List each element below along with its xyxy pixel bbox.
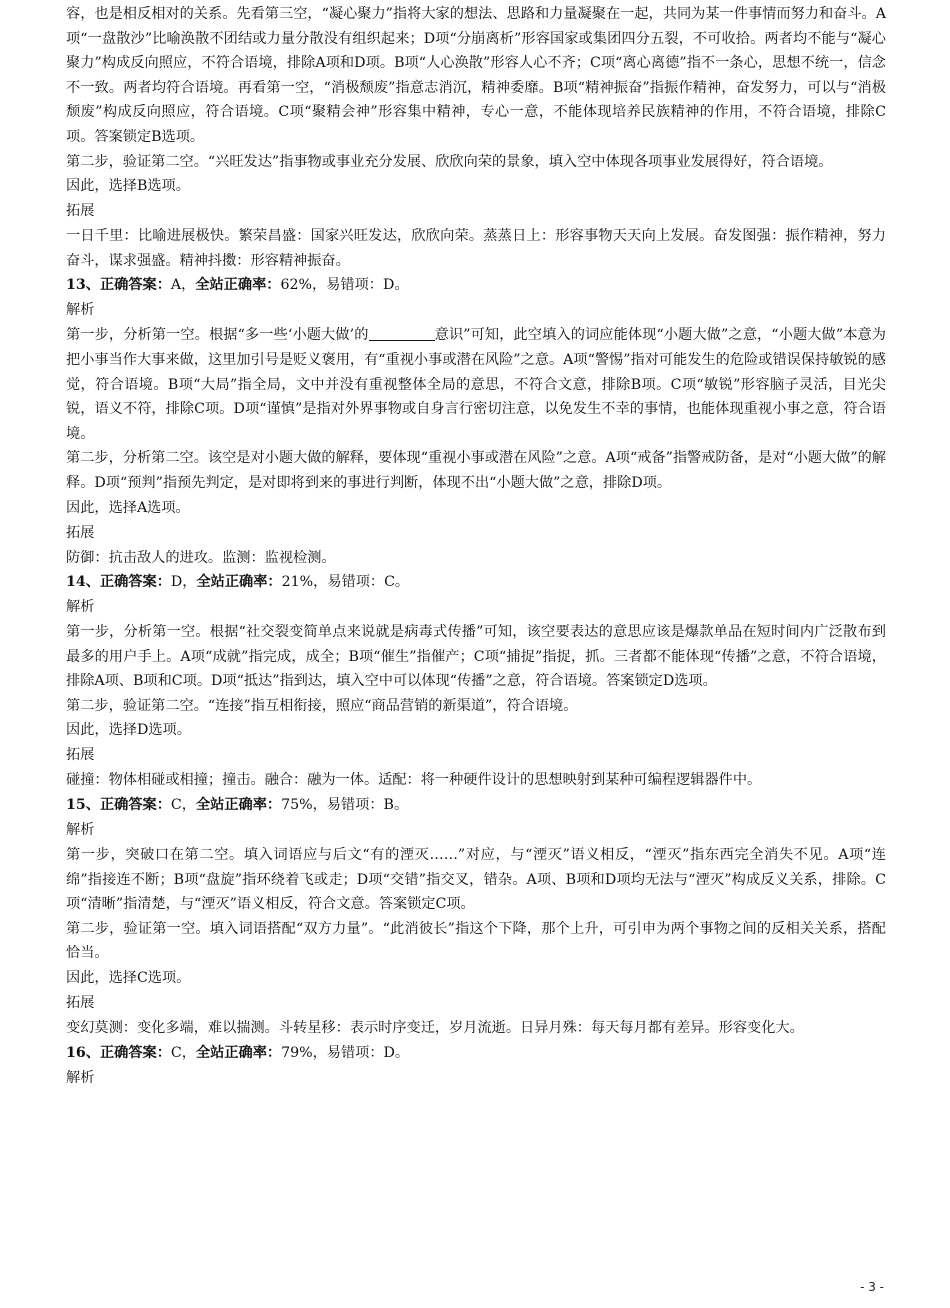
q12-extension-label: 拓展 (66, 203, 95, 220)
q16-rate-label: 全站正确率： (195, 1044, 282, 1061)
q13-extension-label: 拓展 (66, 524, 95, 541)
q13-analysis-label: 解析 (66, 302, 95, 319)
q15-extension-label: 拓展 (66, 995, 95, 1012)
q14-rate: 21%，易错项：C。 (281, 574, 410, 591)
q14-answer-header (66, 570, 886, 595)
q12-step2: 第二步，验证第二空。“兴旺发达”指事物或事业充分发展、欣欣向荣的景象，填入空中体现各项事业发展得好，符合语境。 (66, 153, 833, 170)
q16-answer: C， (170, 1044, 196, 1061)
q14-rate-label: 全站正确率： (196, 574, 282, 591)
q13-number: 13、 (66, 277, 100, 294)
q14-extension: 碰撞：物体相碰或相撞；撞击。融合：融为一体。适配：将一种硬件设计的思想映射到某种可编程逻辑器件中。 (66, 772, 762, 789)
q13-step1-part-b: 意识”可知，此空填入的词应能体现“小题大做”之意，“小题大做”本意为把小事当作大事来做，这里加引号是贬义褒用，有“重视小事或潜在风险”之意。A项“警惕”指对可能发生的危险或错误保持敏锐的感觉，符合语境。B项“大局”指全局，文中并没有重视整体全局的意思，不符合文意，排除B项。C项“敏锐”形容脑子灵活，目光尖锐，语义不符，排除C项。D项“谨慎”是指对外界事物或自身言行密切注意，以免发生不幸的事情，也能体现重视小事之意，符合语境。 (66, 327, 886, 442)
q13-rate: 62%，易错项：D。 (280, 277, 409, 294)
q13-answer: A， (170, 277, 196, 294)
q14-answer: D， (170, 574, 197, 591)
q13-step1 (66, 323, 886, 446)
q15-answer-header (66, 793, 886, 818)
q14-step2: 第二步，验证第二空。“连接”指互相衔接，照应“商品营销的新渠道”，符合语境。 (66, 697, 578, 714)
q15-number: 15、 (66, 797, 100, 814)
q12-step1-continuation: 容，也是相反相对的关系。先看第三空，“凝心聚力”指将大家的想法、思路和力量凝聚在一起，共同为某一件事情而努力和奋斗。A项“一盘散沙”比喻涣散不团结或力量分散没有组织起来；D项“分崩离析”形容国家或集团四分五裂，不可收拾。两者均不能与“凝心聚力”构成反向照应，不符合语境，排除A项和D项。B项“人心涣散”形容人心不齐；C项“离心离德”指不一条心，思想不统一，信念不一致。两者均符合语境。再看第一空，“消极颓废”指意志消沉，精神委靡。B项“精神振奋”指振作精神，奋发努力，可以与“消极颓废”构成反向照应，符合语境。C项“聚精会神”形容集中精神，专心一意，不能体现培养民族精神的作用，不符合语境，排除C项。答案锁定B选项。 (66, 6, 886, 145)
q15-step2: 第二步，验证第一空。填入词语搭配“双方力量”。“此消彼长”指这个下降，那个上升，可引申为两个事物之间的反相关关系，搭配恰当。 (66, 920, 886, 962)
q14-step1: 第一步，分析第一空。根据“社交裂变简单点来说就是病毒式传播”可知，该空要表达的意思应该是爆款单品在短时间内广泛散布到最多的用户手上。A项“成就”指完成，成全；B项“催生”指催产；C项“捕捉”指捉，抓。三者都不能体现“传播”之意，不符合语境，排除A项、B项和C项。D项“抵达”指到达，填入空中可以体现“传播”之意，符合语境。答案锁定D选项。 (66, 624, 886, 690)
document-body (66, 2, 886, 1091)
q14-answer-label: 正确答案： (99, 574, 171, 591)
q16-number: 16、 (66, 1044, 100, 1061)
q15-answer-label: 正确答案： (99, 797, 171, 814)
q14-extension-label: 拓展 (66, 747, 95, 764)
q13-step2: 第二步，分析第二空。该空是对小题大做的解释，要体现“重视小事或潜在风险”之意。A项“戒备”指警戒防备，是对“小题大做”的解释。D项“预判”指预先判定，是对即将到来的事进行判断，体现不出“小题大做”之意，排除D项。 (66, 450, 886, 491)
q15-extension: 变幻莫测：变化多端，难以揣测。斗转星移：表示时序变迁，岁月流逝。日异月殊：每天每月都有差异。形容变化大。 (66, 1020, 804, 1037)
q13-step1-part-a: 第一步，分析第一空。根据“多一些‘小题大做’的 (66, 327, 369, 344)
q16-answer-label: 正确答案： (99, 1044, 171, 1061)
q13-rate-label: 全站正确率： (195, 277, 281, 294)
q14-number: 14、 (66, 574, 100, 591)
q15-step1: 第一步，突破口在第二空。填入词语应与后文“有的湮灭……”对应，与“湮灭”语义相反，“湮灭”指东西完全消失不见。A项“连绵”指接连不断；B项“盘旋”指环绕着飞或走；D项“交错”指交叉，错杂。A项、B项和D项均无法与“湮灭”构成反义关系，排除。C项“清晰”指清楚，与“湮灭”语义相反，符合文意。答案锁定C项。 (66, 847, 886, 913)
q15-conclusion: 因此，选择C选项。 (66, 970, 191, 987)
q13-extension: 防御：抗击敌人的进攻。监测：监视检测。 (66, 549, 336, 566)
q15-answer: C， (170, 797, 196, 814)
q13-answer-header (66, 273, 886, 298)
q16-rate: 79%，易错项：D。 (281, 1044, 410, 1061)
q13-conclusion: 因此，选择A选项。 (66, 499, 190, 516)
q12-extension: 一日千里：比喻进展极快。繁荣昌盛：国家兴旺发达，欣欣向荣。蒸蒸日上：形容事物天天向上发展。奋发图强：振作精神，努力奋斗，谋求强盛。精神抖擞：形容精神振奋。 (66, 228, 886, 269)
page-number: - 3 - (860, 1280, 884, 1294)
q14-conclusion: 因此，选择D选项。 (66, 722, 191, 739)
q12-conclusion: 因此，选择B选项。 (66, 178, 190, 195)
q16-analysis-label: 解析 (66, 1069, 95, 1086)
q14-analysis-label: 解析 (66, 599, 95, 616)
fill-in-blank (369, 326, 435, 341)
q15-analysis-label: 解析 (66, 822, 95, 839)
q15-rate-label: 全站正确率： (195, 797, 282, 814)
q13-answer-label: 正确答案： (99, 277, 171, 294)
q16-answer-header (66, 1041, 886, 1066)
q15-rate: 75%，易错项：B。 (281, 797, 409, 814)
